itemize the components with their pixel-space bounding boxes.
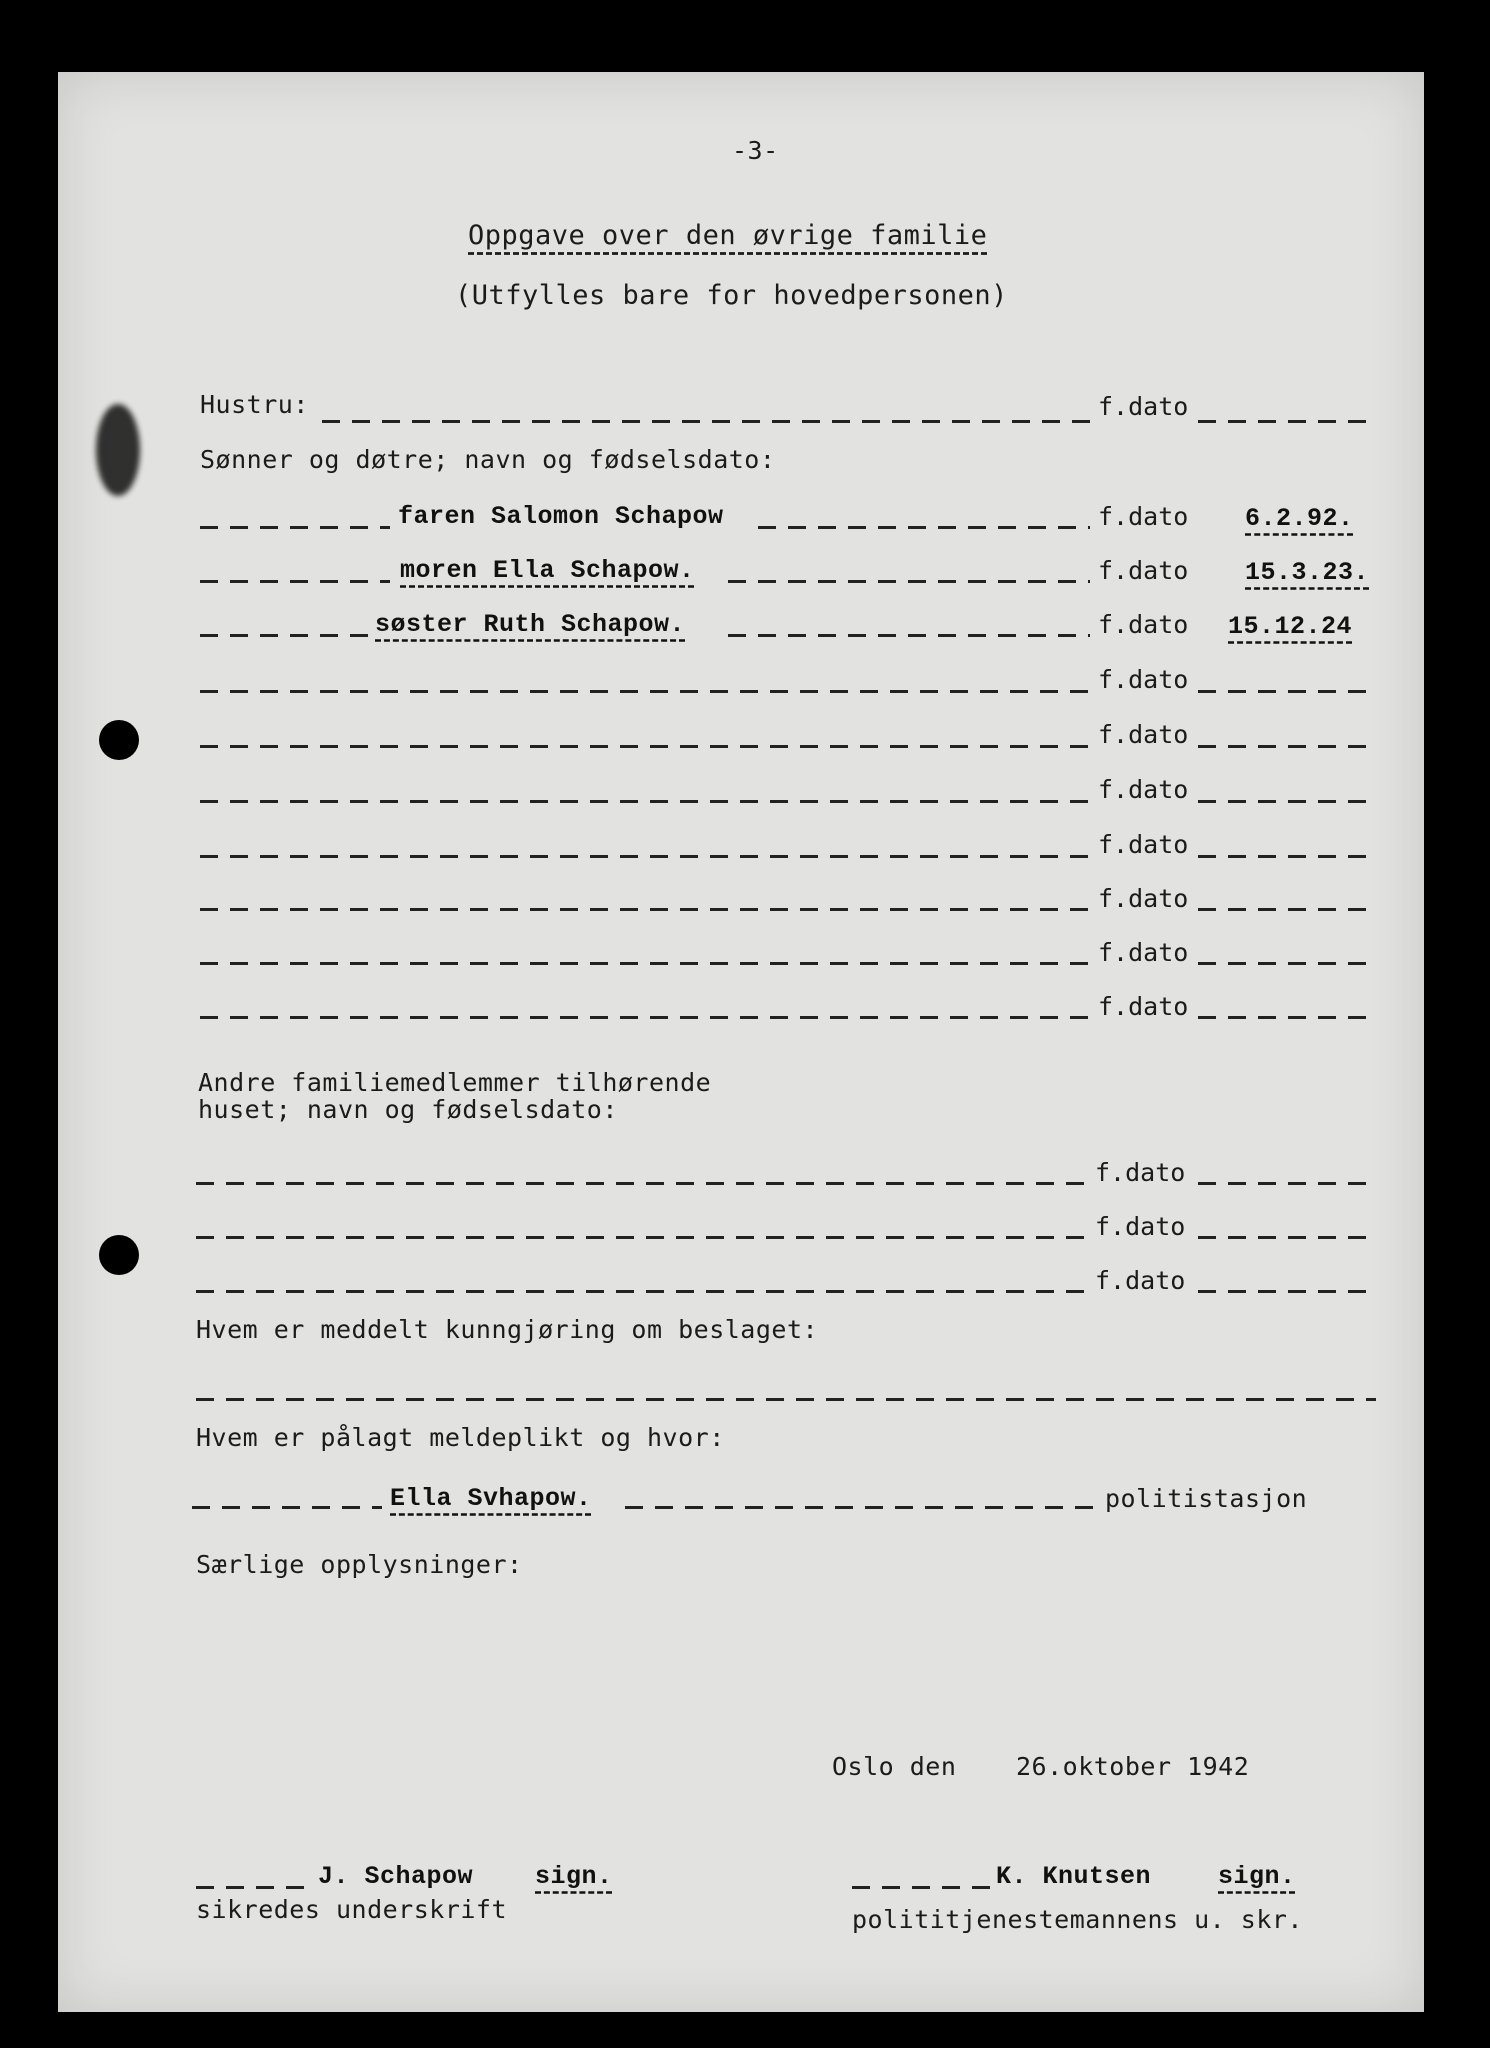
row1-tail-line	[758, 526, 1090, 529]
wife-date-label: f.dato	[1098, 392, 1189, 421]
other3-name-line	[196, 1290, 1090, 1293]
row3-date-label: f.dato	[1098, 610, 1189, 639]
duty-name: Ella Svhapow.	[390, 1484, 592, 1513]
row9-name-line	[200, 962, 1090, 965]
row2-name: moren Ella Schapow.	[400, 556, 695, 585]
row6-name-line	[200, 800, 1090, 803]
row2-date-label: f.dato	[1098, 556, 1189, 585]
other2-date-line	[1198, 1236, 1378, 1239]
row6-date-line	[1198, 800, 1378, 803]
right-signature-lead-line	[852, 1886, 990, 1889]
row7-date-label: f.dato	[1098, 830, 1189, 859]
row1-date-label: f.dato	[1098, 502, 1189, 531]
left-signature-name: J. Schapow	[318, 1862, 474, 1891]
special-info-label: Særlige opplysninger:	[196, 1550, 523, 1579]
left-signature-caption: sikredes underskrift	[196, 1895, 508, 1924]
left-signature-lead-line	[196, 1886, 316, 1889]
document-page	[58, 72, 1424, 2012]
other-members-heading-1: Andre familiemedlemmer tilhørende	[198, 1068, 712, 1097]
duty-place: politistasjon	[1105, 1484, 1308, 1513]
notified-label: Hvem er meddelt kunngjøring om beslaget:	[196, 1315, 819, 1344]
row3-name: søster Ruth Schapow.	[375, 610, 686, 639]
signing-date: 26.oktober 1942	[1016, 1752, 1250, 1781]
other1-date-line	[1198, 1182, 1378, 1185]
other2-name-line	[196, 1236, 1090, 1239]
row8-date-label: f.dato	[1098, 884, 1189, 913]
row5-date-label: f.dato	[1098, 720, 1189, 749]
row2-lead-line	[200, 580, 390, 583]
row1-date: 6.2.92.	[1245, 504, 1354, 533]
ink-smudge	[96, 404, 140, 496]
wife-date-line	[1198, 420, 1378, 423]
row10-date-label: f.dato	[1098, 992, 1189, 1021]
row4-date-line	[1198, 690, 1378, 693]
duty-tail-line	[625, 1506, 1100, 1509]
other3-date-label: f.dato	[1095, 1266, 1186, 1295]
right-signature-sign: sign.	[1218, 1862, 1296, 1891]
row5-name-line	[200, 745, 1090, 748]
row3-date: 15.12.24	[1228, 612, 1353, 641]
row10-name-line	[200, 1016, 1090, 1019]
row6-date-label: f.dato	[1098, 775, 1189, 804]
place-text: Oslo den	[832, 1752, 957, 1781]
left-signature-sign: sign.	[535, 1862, 613, 1891]
page-number: -3-	[732, 136, 779, 165]
row1-name: faren Salomon Schapow	[398, 502, 724, 531]
wife-label: Hustru:	[200, 390, 309, 419]
other1-date-label: f.dato	[1095, 1158, 1186, 1187]
row2-tail-line	[728, 580, 1090, 583]
form-subtitle: (Utfylles bare for hovedpersonen)	[455, 280, 1008, 311]
children-heading: Sønner og døtre; navn og fødselsdato:	[200, 445, 776, 474]
row7-name-line	[200, 855, 1090, 858]
other-members-heading-2: huset; navn og fødselsdato:	[198, 1095, 618, 1124]
right-signature-name: K. Knutsen	[996, 1862, 1152, 1891]
row3-tail-line	[728, 634, 1090, 637]
right-signature-caption: polititjenestemannens u. skr.	[852, 1905, 1303, 1934]
row8-date-line	[1198, 908, 1378, 911]
row1-lead-line	[200, 526, 390, 529]
other1-name-line	[196, 1182, 1090, 1185]
form-title: Oppgave over den øvrige familie	[468, 220, 988, 251]
row10-date-line	[1198, 1016, 1378, 1019]
row9-date-line	[1198, 962, 1378, 965]
row4-name-line	[200, 690, 1090, 693]
row2-date: 15.3.23.	[1245, 558, 1370, 587]
other3-date-line	[1198, 1290, 1378, 1293]
punch-hole-top	[99, 720, 139, 760]
row4-date-label: f.dato	[1098, 665, 1189, 694]
row7-date-line	[1198, 855, 1378, 858]
notified-line	[196, 1398, 1376, 1401]
row8-name-line	[200, 908, 1090, 911]
other2-date-label: f.dato	[1095, 1212, 1186, 1241]
row5-date-line	[1198, 745, 1378, 748]
row3-lead-line	[200, 634, 370, 637]
punch-hole-bottom	[99, 1235, 139, 1275]
duty-label: Hvem er pålagt meldeplikt og hvor:	[196, 1423, 725, 1452]
row9-date-label: f.dato	[1098, 938, 1189, 967]
duty-lead-line	[192, 1506, 382, 1509]
wife-name-line	[322, 420, 1090, 423]
